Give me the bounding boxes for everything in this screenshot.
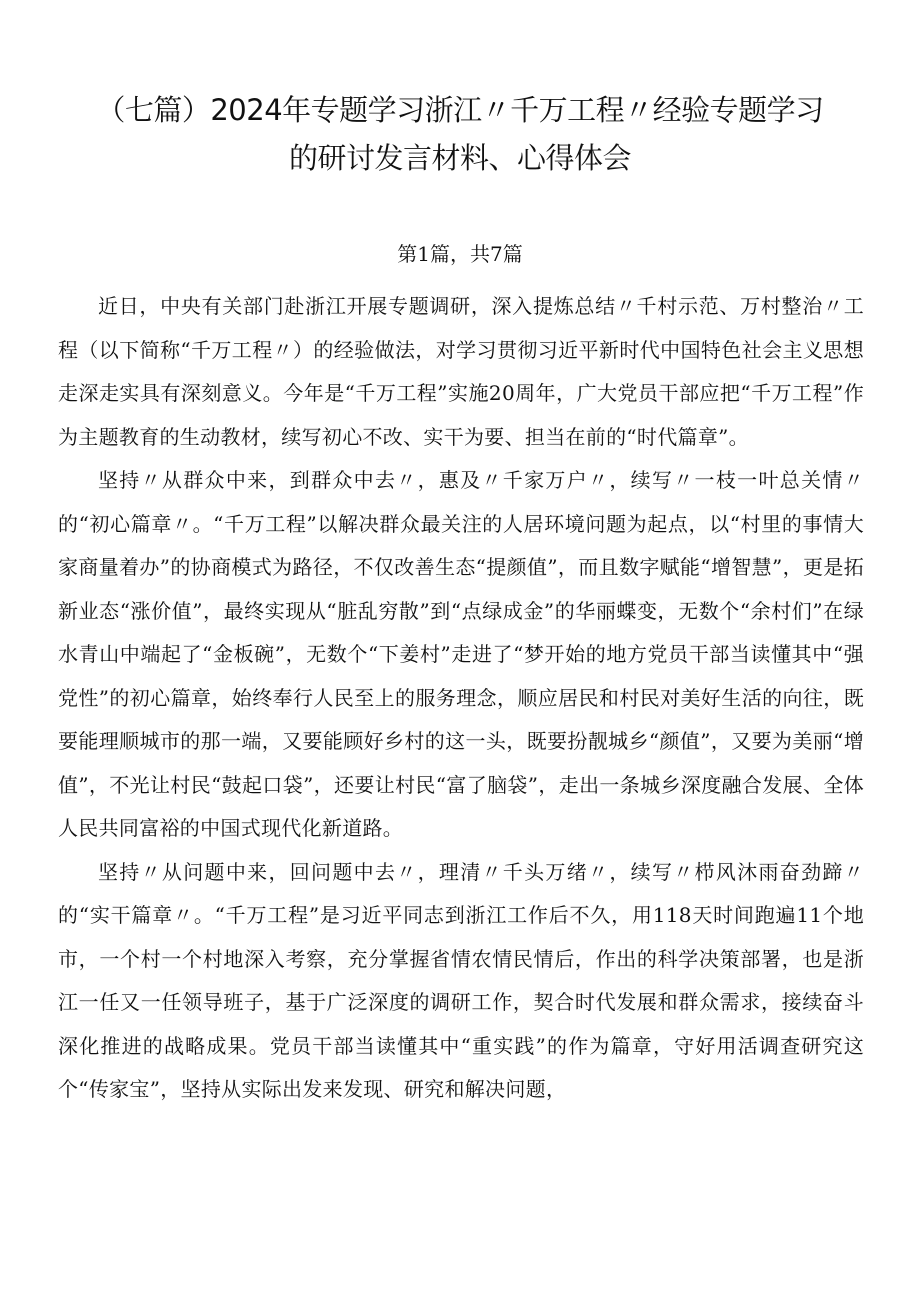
document-body [58,285,864,1112]
title-line-2: 的研讨发言材料、心得体会 [288,141,631,175]
paragraph-3: 坚持〃从问题中来，回问题中去〃，理清〃千头万绪〃，续写〃栉风沐雨奋劲蹄〃的“实干篇章〃。“千万工程”是习近平同志到浙江工作后不久，用118天时间跑遍11个地市，一个村一个村地深入考察，充分掌握省情农情民情后，作出的科学决策部署，也是浙江一任又一任领导班子，基于广泛深度的调研工作，契合时代发展和群众需求，接续奋斗深化推进的战略成果。党员干部当读懂其中“重实践”的作为篇章，守好用活调查研究这个“传家宝”，坚持从实际出发来发现、研究和解决问题， [58,859,864,1101]
document-title [40,86,880,182]
title-line-1: （七篇）2024年专题学习浙江〃千万工程〃经验专题学习 [96,93,824,127]
paragraph-1: 近日，中央有关部门赴浙江开展专题调研，深入提炼总结〃千村示范、万村整治〃工程（以下简称“千万工程〃）的经验做法，对学习贯彻习近平新时代中国特色社会主义思想走深走实具有深刻意义。今年是“千万工程”实施20周年，广大党员干部应把“千万工程”作为主题教育的生动教材，续写初心不改、实干为要、担当在前的“时代篇章”。 [58,294,864,449]
paragraph-2: 坚持〃从群众中来，到群众中去〃，惠及〃千家万户〃，续写〃一枝一叶总关情〃的“初心篇章〃。“千万工程”以解决群众最关注的人居环境问题为起点，以“村里的事情大家商量着办”的协商模式为路径，不仅改善生态“提颜值”，而且数字赋能“增智慧”，更是拓新业态“涨价值”，最终实现从“脏乱穷散”到“点绿成金”的华丽蝶变，无数个“余村们”在绿水青山中端起了“金板碗”，无数个“下姜村”走进了“梦开始的地方党员干部当读懂其中“强党性”的初心篇章，始终奉行人民至上的服务理念，顺应居民和村民对美好生活的向往，既要能理顺城市的那一端，又要能顾好乡村的这一头，既要扮靓城乡“颜值”，又要为美丽“增值”，不光让村民“鼓起口袋”，还要让村民“富了脑袋”，走出一条城乡深度融合发展、全体人民共同富裕的中国式现代化新道路。 [58,468,864,840]
section-heading: 第1篇，共7篇 [397,242,523,266]
